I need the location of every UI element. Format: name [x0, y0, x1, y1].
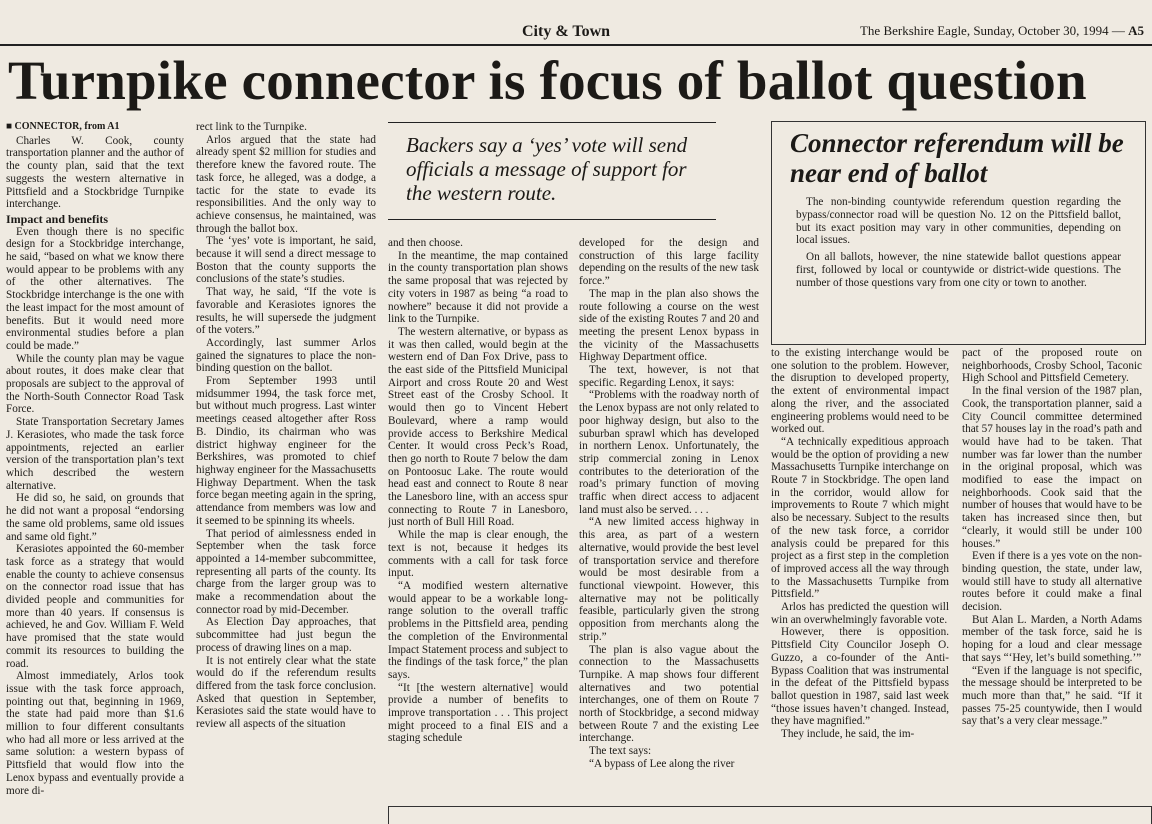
column-5	[771, 347, 949, 806]
paragraph: He did so, he said, on grounds that he did not want a proposal “endorsing the same old problems, same old issues and same old fight.”	[6, 492, 184, 543]
column-3	[388, 237, 568, 824]
paragraph: The plan is also vague about the connection to the Massachusetts Turnpike. A map shows four different alternatives and two potential interchanges, one of them on Route 7 north of Stockbridge, a second midway between Route 7 and the existing Lee interchange.	[579, 643, 759, 745]
paragraph: Accordingly, last summer Arlos gained the signatures to place the non-binding question on the ballot.	[196, 336, 376, 375]
pull-quote	[388, 122, 716, 220]
page-number: A5	[1128, 23, 1144, 38]
column-1	[6, 121, 184, 824]
jump-line: ■ CONNECTOR, from A1	[6, 121, 120, 132]
paragraph: “Even if the language is not specific, the message should be interpreted to be much more than that,” he said. “If it passes 75-25 countywide, then I would say that’s a very clear message.”	[962, 664, 1142, 728]
paragraph: In the meantime, the map contained in the county transportation plan shows the same proposal that was rejected by city voters in 1987 as being “a road to nowhere” because it did not provide a link to the Turnpike.	[388, 249, 568, 326]
paragraph: “A technically expeditious approach would be the option of providing a new Massachusetts Turnpike interchange on Route 7 in Stockbridge. The open land in the corridor, would allow for improvements to Route 7 which might also be necessary. Subject to the results of the new task force, a corridor analysis could be prepared for this project as a first step in the completion of improved access all the way through to the Massachusetts Turnpike from Pittsfield.”	[771, 435, 949, 601]
paragraph: “A bypass of Lee along the river	[589, 757, 735, 770]
paragraph: The text says:	[589, 745, 652, 758]
paragraph: Even though there is no specific design for a Stockbridge interchange, he said, “based on what we know there would appear to be problems with any of the other alternatives. The Stockbridge interchange is the one with the least impact for the most amount of benefits. But it would need more environmental studies before a plan could be made.”	[6, 225, 184, 352]
section-name: City & Town	[522, 23, 611, 40]
paragraph: But Alan L. Marden, a North Adams member of the task force, said he is hoping for a loud and clear message that says “‘Hey, let’s build something.’”	[962, 613, 1142, 664]
paragraph: pact of the proposed route on neighborhoods, Crosby School, Taconic High School and Pittsfield Cemetery.	[962, 347, 1142, 385]
paragraph: “Problems with the roadway north of the Lenox bypass are not only related to poor highway design, but also to the suburban sprawl which has developed in northern Lenox. Unfortunately, the strip commercial zoning in Lenox contributes to the deterioration of the road’s primary function of moving traffic when direct access to adjacent land must also be served. . . .	[579, 389, 759, 516]
paragraph: “It [the western alternative] would provide a number of benefits to improve transportation . . . This project might proceed to a final EIS and a staging schedule	[388, 681, 568, 745]
dateline-text: The Berkshire Eagle, Sunday, October 30, 1994 —	[859, 23, 1125, 38]
header-rule	[0, 44, 1152, 46]
paragraph: developed for the design and construction of this large facility depending on the results of the new task force.”	[579, 237, 759, 288]
sidebar-paragraph: On all ballots, however, the nine statewide ballot questions appear first, followed by local or countywide or district-wide questions. The number of those questions vary from one city or town to another.	[796, 251, 1121, 289]
dateline	[860, 23, 1144, 39]
paragraph: “A new limited access highway in this area, as part of a western alternative, would provide the best level of transportation service and therefore would be most desirable from a functional viewpoint. However, this alternative may not be politically feasible, particularly given the strong opposition from merchants along the strip.”	[579, 516, 759, 643]
paragraph: While the map is clear enough, the text is not, because it hedges its comments with a call for task force input.	[388, 529, 568, 580]
paragraph: From September 1993 until midsummer 1994, the task force met, but without much progress. Last winter meetings ceased altogether after Ross B. Dindio, its chairman who was district highway engineer for the Berkshires, was promoted to chief highway engineer for the Massachusetts Highway Department. When the task force began meeting again in the spring, attendance from members was low and it seemed to be spinning its wheels.	[196, 375, 376, 527]
paragraph: The text, however, is not that specific. Regarding Lenox, it says:	[579, 364, 759, 389]
paragraph: to the existing interchange would be one solution to the problem. However, the disruption to developed property, the extent of environmental impact along the river, and the associated engineering problems would need to be worked out.	[771, 347, 949, 436]
paragraph: That period of aimlessness ended in September when the task force appointed a 14-member subcommittee, representing all parts of the county. Its charge from the larger group was to make a recommendation about the connector road by mid-December.	[196, 527, 376, 616]
paragraph: Almost immediately, Arlos took issue with the task force approach, pointing out that, beginning in 1969, the state had paid more than $1.6 million to four different consultants who had all more or less arrived at the same solution: a western bypass of Pittsfield that would flow into the Lenox bypass and eventually provide a more di-	[6, 670, 184, 797]
paragraph: The map in the plan also shows the route following a course on the west side of the existing Routes 7 and 20 and meeting the present Lenox bypass in the vicinity of the Massachusetts Highway Department office.	[579, 287, 759, 364]
sidebar-title: Connector referendum will be near end of ballot	[790, 128, 1124, 188]
paragraph: The ‘yes’ vote is important, he said, because it will send a direct message to Boston that the county supports the conclusions of the state’s studies.	[196, 235, 376, 286]
headline: Turnpike connector is focus of ballot question	[8, 50, 1087, 111]
paragraph: However, there is opposition. Pittsfield City Councilor Joseph O. Guzzo, a co-founder of the Anti-Bypass Coalition that was instrumental in the defeat of the Pittsfield bypass ballot question in 1987, said last week “those issues haven’t changed. Instead, they have magnified.”	[771, 626, 949, 728]
column-2	[196, 121, 376, 824]
paragraph: In the final version of the 1987 plan, Cook, the transportation planner, said a City Council committee determined that 57 houses lay in the road’s path and would have had to be taken. That number was far lower than the number in the original proposal, which was modified to ease the impact on neighborhoods. Cook said that the number of houses that would have to be taken has increased since then, but “clearly, it would still be under 100 houses.”	[962, 385, 1142, 550]
column-4	[579, 237, 759, 806]
sidebar-box	[771, 121, 1146, 345]
paragraph: Charles W. Cook, county transportation planner and the author of the county plan, said that the text suggests the western alternative in Pittsfield and a Stockbridge Turnpike interchange.	[6, 134, 184, 211]
sidebar-paragraph: The non-binding countywide referendum question regarding the bypass/connector road will be question No. 12 on the Pittsfield ballot, but its exact position may vary in other communities, depending on local issues.	[796, 196, 1121, 247]
paragraph: State Transportation Secretary James J. Kerasiotes, who made the task force appointments, rejected an earlier version of the transportation plan’s text which described the western alternative.	[6, 416, 184, 492]
paragraph: The western alternative, or bypass as it was then called, would begin at the western end of Dan Fox Drive, pass to the east side of the Pittsfield Municipal Airport and cross Route 20 and West Street east of the Crosby School. It would then go to Vincent Hebert Boulevard, where a ramp would provide access to Berkshire Medical Center. It would cross Peck’s Road, then go north to Route 7 below the dam on Pontoosuc Lake. The route would head east and connect to Route 8 near the Lanesboro line, with an access spur connecting to Route 7 in Lanesboro, just north of Bull Hill Road.	[388, 325, 568, 529]
subhead: Impact and benefits	[6, 211, 109, 226]
paragraph: Arlos argued that the state had already spent $2 million for studies and therefore knew the favored route. The task force, he alleged, was a dodge, a tactic for the state to evade its responsibilities. And the only way to achieve consensus, he maintained, was through the ballot box.	[196, 133, 376, 235]
page-header	[0, 0, 1152, 44]
bottom-box	[388, 806, 1152, 824]
paragraph: They include, he said, the im-	[781, 728, 915, 741]
paragraph: That way, he said, “If the vote is favorable and Kerasiotes ignores the results, he will supersede the judgment of the voters.”	[196, 286, 376, 337]
paragraph: Even if there is a yes vote on the non-binding question, the state, under law, would still have to study all alternative routes before it could make a final decision.	[962, 550, 1142, 614]
paragraph: “A modified western alternative would appear to be a workable long-range solution to the overall traffic problems in the Pittsfield area, pending the completion of the Environmental Impact Statement process and subject to the findings of the task force,” the plan says.	[388, 579, 568, 681]
paragraph: As Election Day approaches, that subcommittee had just begun the process of drawing lines on a map.	[196, 616, 376, 654]
pull-quote-text: Backers say a ‘yes’ vote will send officials a message of support for the western route.	[406, 133, 688, 205]
paragraph: Arlos has predicted the question will win an overwhelmingly favorable vote.	[771, 601, 949, 626]
paragraph: Kerasiotes appointed the 60-member task force as a strategy that would enable the county to achieve consensus on the connector road issue that has divided people and communities for more than 40 years. If consensus is achieved, he and Gov. William F. Weld have promised that the state would commit its resources to building the road.	[6, 543, 184, 670]
paragraph: and then choose.	[388, 237, 463, 249]
paragraph: It is not entirely clear what the state would do if the referendum results differed from the task force conclusion. Asked that question in September, Kerasiotes said the state would have to review all aspects of the situation	[196, 654, 376, 731]
paragraph: rect link to the Turnpike.	[196, 121, 307, 133]
column-6	[962, 347, 1142, 806]
paragraph: While the county plan may be vague about routes, it does make clear that proposals are subject to the approval of the North-South Connector Road Task Force.	[6, 352, 184, 416]
